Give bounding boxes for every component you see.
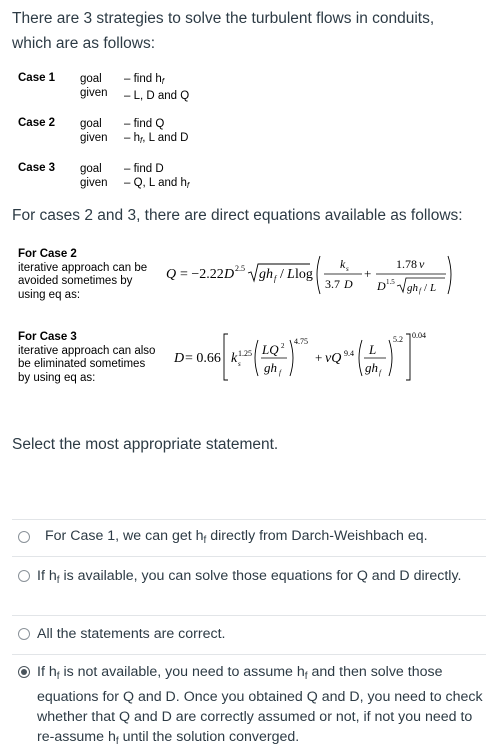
option-4-radio-selected[interactable] [18,666,30,678]
svg-text:νQ: νQ [325,351,342,366]
given-key: given [80,132,108,144]
svg-text:L: L [369,342,377,357]
case2-note-line: using eq as: [18,288,81,301]
svg-text:ν: ν [419,257,425,271]
goal-value: – find Q [124,118,165,130]
svg-text:s: s [238,360,241,368]
separator [12,654,486,655]
option-4-label: If $h_f$ is not available, you need to assume $h_f$ and then solve those equations for Q and D. Once you obtained Q and D, you need to check whether that Q and D are correctly assumed or not, if not you need to re-assume $h_f$ until the solution converged. [37,664,483,747]
svg-text:D: D [344,277,353,291]
option-2-label: If $h_f$ is available, you can solve those equations for Q and D directly. [37,568,462,586]
case3-equation [170,328,490,386]
case3-note-line: be eliminated sometimes [18,358,146,370]
svg-text:= 0.66: = 0.66 [185,351,221,366]
svg-text:+: + [364,266,372,281]
svg-text:/: / [424,282,428,294]
svg-text:D: D [174,351,185,366]
intro-line-2: which are as follows: [12,35,156,52]
separator [12,615,486,616]
given-value: – L, D and Q [124,90,190,102]
option-3-radio[interactable] [18,628,30,640]
svg-text:LQ: LQ [262,342,279,357]
svg-text:2.5: 2.5 [235,264,245,273]
case3-note-line: by using eq as: [18,371,96,384]
svg-text:0.04: 0.04 [412,331,426,340]
case2-note-line: iterative approach can be [18,261,148,274]
svg-text:s: s [346,265,349,273]
goal-value: – find D [124,163,164,175]
case-label: Case 3 [18,162,56,174]
separator [12,519,486,520]
svg-text:f: f [379,369,381,377]
option-1-label: For Case 1, we can get $h_f$ directly from Darch-Weishbach eq. [45,528,428,546]
case2-equation [160,248,460,300]
svg-text:2: 2 [281,342,285,350]
svg-text:f: f [279,369,281,377]
svg-text:D: D [377,279,386,293]
svg-text:Q: Q [166,267,177,282]
svg-text:1.5: 1.5 [386,278,395,286]
svg-text:L: L [287,267,295,282]
svg-text:1.25: 1.25 [238,349,252,358]
svg-text:gh: gh [264,360,277,375]
svg-text:f: f [274,274,277,283]
separator [12,556,486,557]
intro-text [12,6,482,56]
given-value: – $h_f$, L and D [124,132,189,145]
given-value: – Q, L and $h_f$ [124,177,190,190]
svg-text:= −2.22: = −2.22 [180,267,224,282]
svg-text:D: D [224,267,235,282]
svg-text:4.75: 4.75 [294,337,308,346]
case2-note-line: avoided sometimes by [18,275,133,287]
option-2-radio[interactable] [18,570,30,582]
question-prompt: Select the most appropriate statement. [12,436,279,453]
svg-text:5.2: 5.2 [393,335,403,344]
case3-note-line: iterative approach can also [18,344,156,357]
intro-line-1: There are 3 strategies to solve the turbulent flows in conduits, [12,10,435,27]
case-label: Case 1 [18,72,56,84]
case2-note-title: For Case 2 [18,248,77,260]
given-key: given [80,177,108,189]
case-label: Case 2 [18,117,56,129]
direct-equations-text: For cases 2 and 3, there are direct equations available as follows: [12,207,463,224]
svg-text:k: k [340,257,346,271]
svg-text:1.78: 1.78 [396,257,417,271]
goal-key: goal [80,118,102,130]
svg-text:gh: gh [407,282,418,294]
svg-text:gh: gh [365,360,378,375]
goal-value: – find $h_f$ [124,73,164,86]
svg-text:k: k [231,351,238,366]
svg-text:/: / [280,267,284,282]
case3-note [18,331,155,385]
option-1-radio[interactable] [18,531,30,543]
svg-text:log: log [295,267,313,282]
svg-text:gh: gh [259,267,273,282]
svg-text:3.7: 3.7 [325,277,340,291]
svg-text:L: L [430,282,437,294]
svg-text:+: + [315,350,323,365]
case3-note-title: For Case 3 [18,331,77,343]
svg-text:9.4: 9.4 [344,349,354,358]
goal-key: goal [80,163,102,175]
svg-text:f: f [419,287,421,295]
option-3-label: All the statements are correct. [37,626,226,642]
case2-note [18,248,147,302]
goal-key: goal [80,73,102,85]
given-key: given [80,87,108,99]
